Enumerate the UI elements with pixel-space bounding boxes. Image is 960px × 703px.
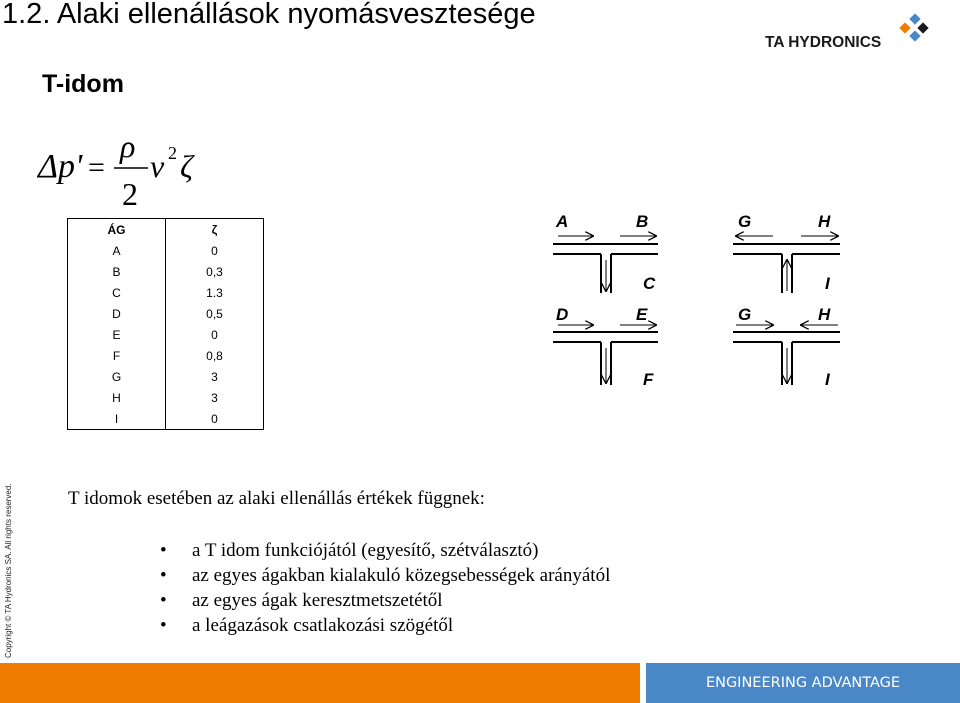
diagram-label: H (818, 212, 831, 231)
diagram-label: A (556, 212, 569, 231)
zeta-cell: 0 (166, 408, 264, 430)
zeta-cell: 0,5 (166, 303, 264, 324)
footer-orange-bar (0, 663, 640, 703)
diagram-label: D (556, 305, 569, 324)
diagram-label: I (825, 370, 830, 389)
branch-cell: D (68, 303, 166, 324)
diagram-label: G (738, 305, 752, 324)
tee-diagram-ghi-bottom (733, 305, 840, 389)
table-row (68, 282, 264, 303)
formula-equals: = (88, 151, 105, 184)
page-title: 1.2. Alaki ellenállások nyomásveszteségе (2, 0, 536, 30)
formula-zeta: ζ (180, 148, 193, 184)
zeta-table (67, 218, 264, 430)
table-header-row (68, 219, 264, 241)
branch-cell: A (68, 240, 166, 261)
table-row (68, 303, 264, 324)
list-item: • az egyes ágakban kialakuló közegsebességek arányától (160, 563, 610, 588)
diagram-label: C (643, 274, 656, 293)
branch-cell: G (68, 366, 166, 387)
zeta-cell: 0 (166, 324, 264, 345)
footer-tagline: ENGINEERING ADVANTAGE (705, 675, 901, 691)
list-item: • a leágazások csatlakozási szögétől (160, 613, 610, 638)
zeta-cell: 0 (166, 240, 264, 261)
copyright-notice: Copyright © TA Hydronics SA. All rights reserved. (4, 483, 13, 658)
intro-text: T idomok esetében az alaki ellenállás értékek függnek: (68, 488, 485, 509)
branch-cell: F (68, 345, 166, 366)
formula-exponent: 2 (168, 143, 177, 163)
zeta-cell: 3 (166, 366, 264, 387)
zeta-cell: 0,8 (166, 345, 264, 366)
list-item: • a T idom funkciójától (egyesítő, szétválasztó) (160, 538, 610, 563)
diagram-label: F (643, 370, 654, 389)
formula-denominator: 2 (122, 176, 138, 212)
formula-numerator: ρ (120, 128, 136, 164)
footer-tagline-bar (646, 663, 960, 703)
table-row (68, 261, 264, 282)
table-row (68, 408, 264, 430)
diagram-label: B (636, 212, 649, 231)
list-item: • az egyes ágak keresztmetszetétől (160, 588, 610, 613)
branch-cell: E (68, 324, 166, 345)
tee-diagram-abc (553, 212, 658, 293)
diagram-label: G (738, 212, 752, 231)
table-row (68, 387, 264, 408)
table-header-cell: ÁG (68, 219, 166, 241)
section-subtitle: T-idom (42, 70, 124, 98)
logo-mark (899, 13, 928, 41)
formula-lhs: Δp' (38, 148, 83, 185)
branch-cell: I (68, 408, 166, 430)
table-row (68, 240, 264, 261)
tee-diagram-ghi-top (733, 212, 840, 293)
diagram-label: H (818, 305, 831, 324)
dependency-list (160, 538, 610, 638)
diagram-label: E (636, 305, 648, 324)
tee-diagram-def (553, 305, 658, 389)
diagram-label: I (825, 274, 830, 293)
branch-cell: B (68, 261, 166, 282)
tee-flow-diagrams (548, 205, 848, 395)
table-row (68, 345, 264, 366)
table-header-cell: ζ (166, 219, 264, 241)
logo-text: TA HYDRONICS (765, 34, 882, 51)
zeta-cell: 3 (166, 387, 264, 408)
pressure-loss-formula (30, 125, 240, 215)
branch-cell: C (68, 282, 166, 303)
zeta-cell: 0,3 (166, 261, 264, 282)
table-row (68, 366, 264, 387)
formula-velocity: v (150, 148, 165, 184)
branch-cell: H (68, 387, 166, 408)
table-row (68, 324, 264, 345)
zeta-cell: 1.3 (166, 282, 264, 303)
ta-hydronics-logo (765, 12, 935, 52)
